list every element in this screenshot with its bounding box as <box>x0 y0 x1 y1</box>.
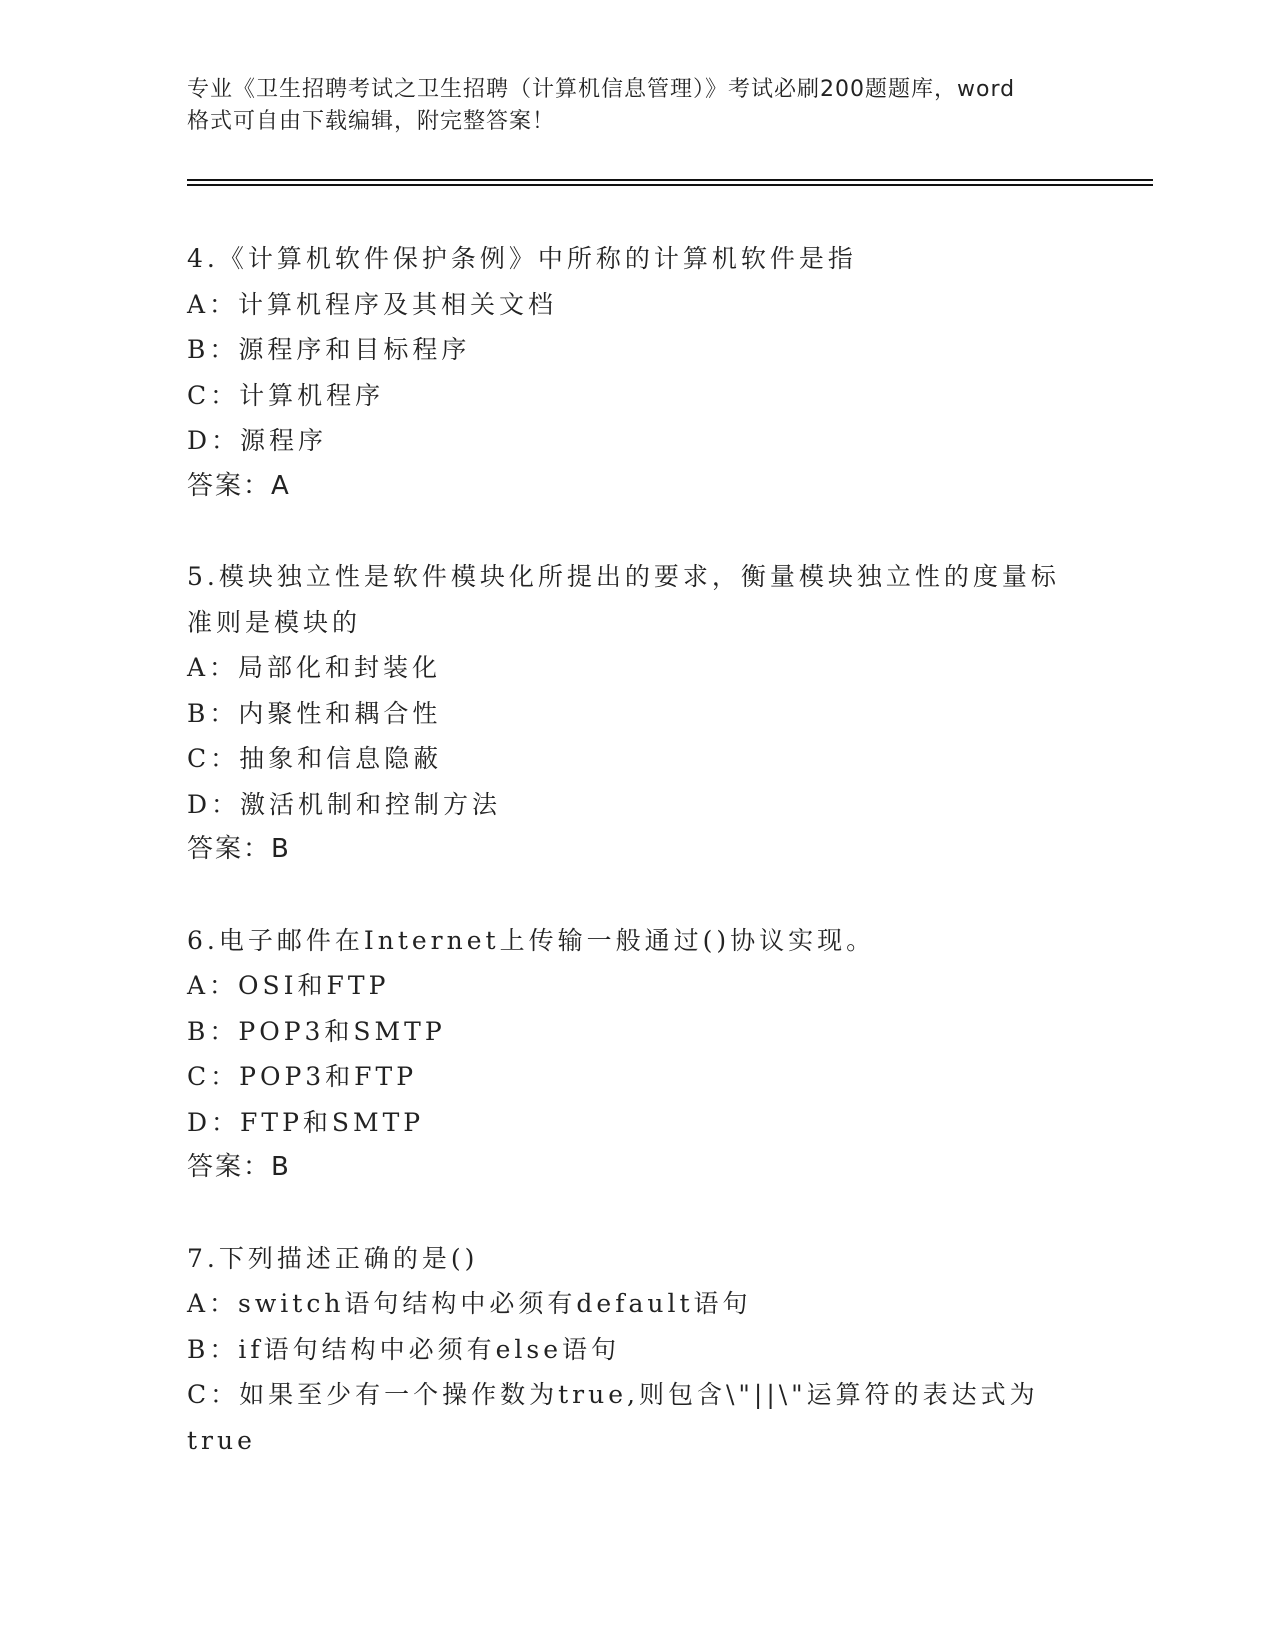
document-header <box>187 74 1087 138</box>
option-b: B：源程序和目标程序 <box>187 335 471 364</box>
option-d: D：源程序 <box>187 426 328 455</box>
question-stem-line-2: 准则是模块的 <box>187 607 362 637</box>
question-stem-line-1: 5.模块独立性是软件模块化所提出的要求，衡量模块独立性的度量标 <box>187 562 1060 591</box>
option-b: B：内聚性和耦合性 <box>187 698 442 728</box>
option-b: B：POP3和SMTP <box>187 1016 446 1046</box>
option-a: A：switch语句结构中必须有default语句 <box>187 1289 752 1318</box>
header-title-line-1: 专业《卫生招聘考试之卫生招聘（计算机信息管理）》考试必刷200题题库，word <box>187 77 1016 102</box>
question-stem: 4.《计算机软件保护条例》中所称的计算机软件是指 <box>187 244 857 273</box>
question-stem: 6.电子邮件在Internet上传输一般通过()协议实现。 <box>187 925 876 955</box>
question-7 <box>187 1236 1087 1464</box>
question-4 <box>187 236 1087 509</box>
answer-label: 答案：B <box>187 834 291 864</box>
option-c: C：抽象和信息隐蔽 <box>187 744 443 773</box>
option-d: D：激活机制和控制方法 <box>187 789 502 819</box>
option-b: B：if语句结构中必须有else语句 <box>187 1334 621 1364</box>
answer-label: 答案：B <box>187 1152 291 1182</box>
question-list <box>187 236 1087 1508</box>
option-a: A：计算机程序及其相关文档 <box>187 289 558 319</box>
option-a: A：OSI和FTP <box>187 971 390 1000</box>
question-5 <box>187 554 1087 873</box>
header-divider-bottom <box>187 184 1153 186</box>
option-c-line-2: true <box>187 1425 256 1455</box>
answer-label: 答案：A <box>187 470 291 501</box>
option-c-line-1: C：如果至少有一个操作数为true,则包含\"||\"运算符的表达式为 <box>187 1380 1039 1409</box>
question-6 <box>187 918 1087 1191</box>
option-c: C：POP3和FTP <box>187 1062 418 1091</box>
option-a: A：局部化和封装化 <box>187 653 442 682</box>
question-stem: 7.下列描述正确的是() <box>187 1243 479 1273</box>
option-d: D：FTP和SMTP <box>187 1107 425 1137</box>
header-divider-top <box>187 179 1153 181</box>
header-title-line-2: 格式可自由下载编辑，附完整答案！ <box>187 109 556 134</box>
option-c: C：计算机程序 <box>187 380 385 410</box>
